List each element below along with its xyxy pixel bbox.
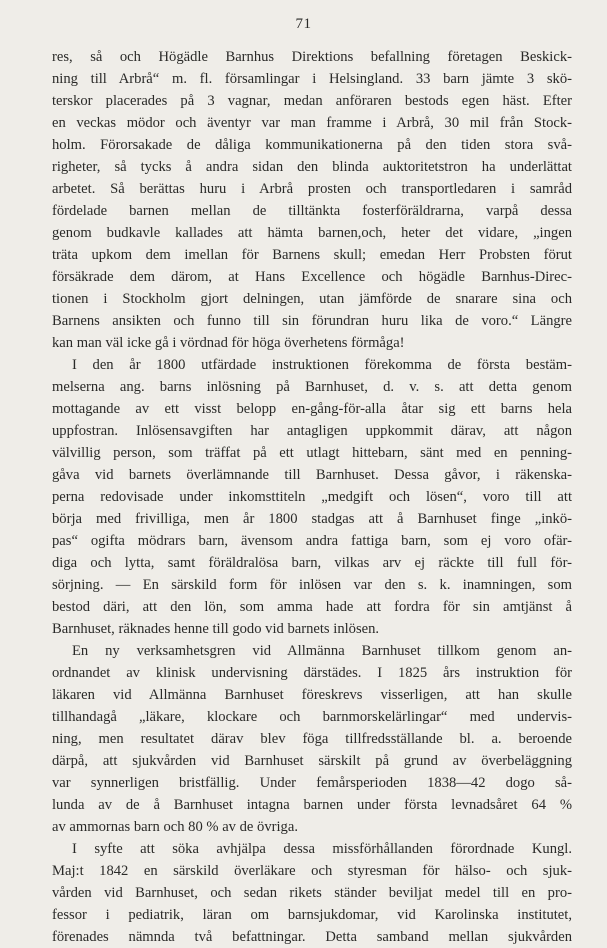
- text-line: tillhandagå „läkare, klockare och barnmorskelärlingar“ med undervis-: [52, 709, 572, 725]
- text-line: Barnhuset, räknades henne till godo vid barnets inlösen.: [52, 621, 380, 637]
- text-line: lunda av de å Barnhuset intagna barnen under första levnadsåret 64 %: [52, 797, 572, 813]
- text-line: melserna ang. barns inlösning på Barnhuset, d. v. s. att detta genom: [52, 379, 572, 395]
- text-line: träta upkom dem imellan för Barnens skull; emedan Herr Probsten förut: [52, 247, 572, 263]
- text-line: bestod däri, att den lön, som amma hade att fordra för sin amtjänst å: [52, 599, 572, 615]
- body-text: [52, 46, 572, 948]
- text-line: kan man väl icke gå i vördnad för höga överhetens förmåga!: [52, 335, 405, 351]
- text-line: försäkrade dem därom, at Hans Excellence och högädle Barnhus-Direc-: [52, 269, 572, 285]
- text-line: Barnens ansikten och funno till sin förundran huru lika de voro.“ Längre: [52, 313, 572, 329]
- text-line: diga och lytta, samt föräldralösa barn, vilkas arv ej räckte till full för-: [52, 555, 572, 571]
- page-number: 71: [295, 16, 312, 32]
- text-line: mottagande av ett visst belopp en-gång-för-alla åtar sig ett barns hela: [52, 401, 572, 417]
- text-line: fördelade barnen mellan de tilltänkta fosterföräldrarna, varpå dessa: [52, 203, 572, 219]
- text-line: förenades nämnda två befattningar. Detta samband mellan sjukvården: [52, 929, 572, 945]
- text-line: holm. Förorsakade de dåliga kommunikationerna på den tiden stora svå-: [52, 137, 572, 153]
- text-line: ning till Arbrå“ m. fl. församlingar i Helsingland. 33 barn jämte 3 skö-: [52, 71, 572, 87]
- text-line: läkaren vid Allmänna Barnhuset föreskrevs visserligen, att han skulle: [52, 687, 572, 703]
- text-line: righeter, så tycks å andra sidan den blinda auktoritetstron ha underlättat: [52, 159, 572, 175]
- text-line: gåva vid barnets överlämnande till Barnhuset. Dessa gåvor, i räkenska-: [52, 467, 572, 483]
- text-line: vården vid Barnhuset, och sedan rikets ständer beviljat medel till en pro-: [52, 885, 572, 901]
- text-line: res, så och Högädle Barnhus Direktions befallning företagen Beskick-: [52, 49, 572, 65]
- text-line: var synnerligen bristfällig. Under femårsperioden 1838—42 dogo så-: [52, 775, 572, 791]
- text-line: därpå, att sjukvården vid Barnhuset särskilt på grund av överbeläggning: [52, 753, 572, 769]
- text-line: terskor placerades på 3 vagnar, medan anföraren bestods egen häst. Efter: [52, 93, 572, 109]
- text-line: fessor i pediatrik, läran om barnsjukdomar, vid Karolinska institutet,: [52, 907, 572, 923]
- text-line: ning, men resultatet därav blev föga tillfredsställande bl. a. beroende: [52, 731, 572, 747]
- text-line: ordnandet av klinisk undervisning därstädes. I 1825 års instruktion för: [52, 665, 572, 681]
- text-line: pas“ ogifta mödrars barn, ävensom andra fattiga barn, som ej voro ofär-: [52, 533, 572, 549]
- text-line: sörjning. — En särskild form för inlösen var den s. k. inamningen, som: [52, 577, 572, 593]
- text-line: välvillig person, som träffat på ett utlagt hittebarn, sänt med en penning-: [52, 445, 572, 461]
- text-line: genom budkavle kallades att hämta barnen,och, heter det vidare, „ingen: [52, 225, 572, 241]
- text-line: av ammornas barn och 80 % av de övriga.: [52, 819, 298, 835]
- text-line: en veckas mödor och äventyr var man framme i Arbrå, 30 mil från Stock-: [52, 115, 572, 131]
- text-line: I syfte att söka avhjälpa dessa missförhållanden förordnade Kungl.: [72, 841, 572, 857]
- text-line: tionen i Stockholm gjort delningen, utan jämförde de snarare sina och: [52, 291, 572, 307]
- text-line: I den år 1800 utfärdade instruktionen förekomma de första bestäm-: [72, 357, 572, 373]
- text-line: perna redovisade under inkomsttiteln „medgift och lösen“, voro till att: [52, 489, 572, 505]
- text-line: Maj:t 1842 en särskild överläkare och styresman för hälso- och sjuk-: [52, 863, 572, 879]
- text-line: uppfostran. Inlösensavgiften har antagligen uppkommit därav, att någon: [52, 423, 572, 439]
- text-line: börja med frivilliga, men år 1800 stadgas att å Barnhuset finge „inkö-: [52, 511, 572, 527]
- text-line: arbetet. Så berättas huru i Arbrå prosten och transportledaren i samråd: [52, 181, 572, 197]
- text-line: En ny verksamhetsgren vid Allmänna Barnhuset tillkom genom an-: [72, 643, 572, 659]
